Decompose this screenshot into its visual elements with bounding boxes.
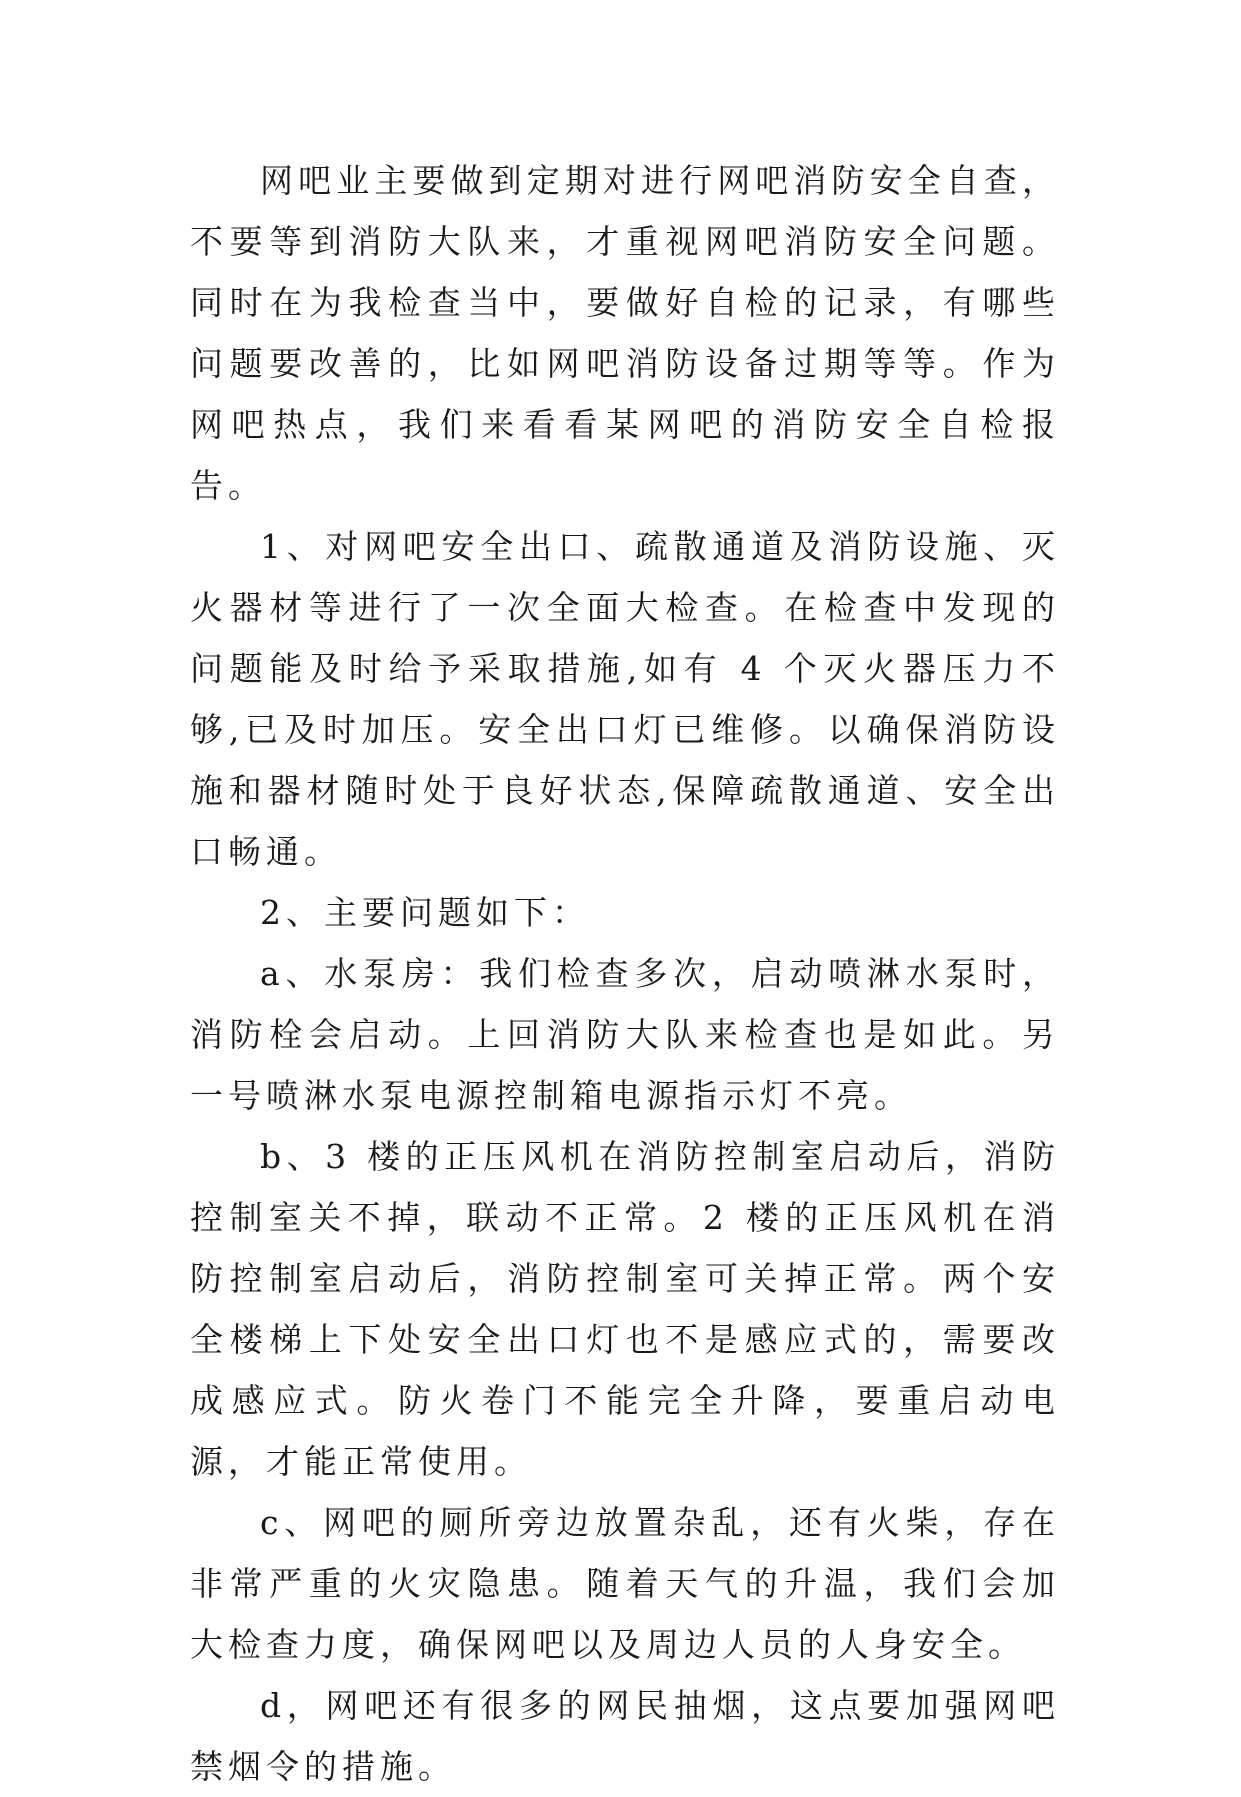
issue-c-paragraph: c、网吧的厕所旁边放置杂乱，还有火柴，存在非常严重的火灾隐患。随着天气的升温，我们会加大检查力度，确保网吧以及周边人员的人身安全。 — [190, 1503, 1060, 1664]
issue-b-paragraph: b、3 楼的正压风机在消防控制室启动后，消防控制室关不掉，联动不正常。2 楼的正压风机在消防控制室启动后，消防控制室可关掉正常。两个安全楼梯上下处安全出口灯也不是感应式的，需要改成感应式。防火卷门不能完全升降，要重启动电源，才能正常使用。 — [190, 1137, 1060, 1481]
document-body — [190, 150, 1060, 1797]
intro-paragraph: 网吧业主要做到定期对进行网吧消防安全自查，不要等到消防大队来，才重视网吧消防安全问题。同时在为我检查当中，要做好自检的记录，有哪些问题要改善的，比如网吧消防设备过期等等。作为网吧热点，我们来看看某网吧的消防安全自检报告。 — [190, 161, 1060, 505]
item-2-heading: 2、主要问题如下： — [260, 893, 590, 932]
issue-a-paragraph: a、水泵房：我们检查多次，启动喷淋水泵时，消防栓会启动。上回消防大队来检查也是如此。另一号喷淋水泵电源控制箱电源指示灯不亮。 — [190, 954, 1060, 1115]
issue-d-paragraph: d，网吧还有很多的网民抽烟，这点要加强网吧禁烟令的措施。 — [190, 1686, 1060, 1786]
item-1-paragraph: 1、对网吧安全出口、疏散通道及消防设施、灭火器材等进行了一次全面大检查。在检查中发现的问题能及时给予采取措施,如有 4 个灭火器压力不够,已及时加压。安全出口灯已维修。以确保消防设施和器材随时处于良好状态,保障疏散通道、安全出口畅通。 — [190, 527, 1060, 871]
